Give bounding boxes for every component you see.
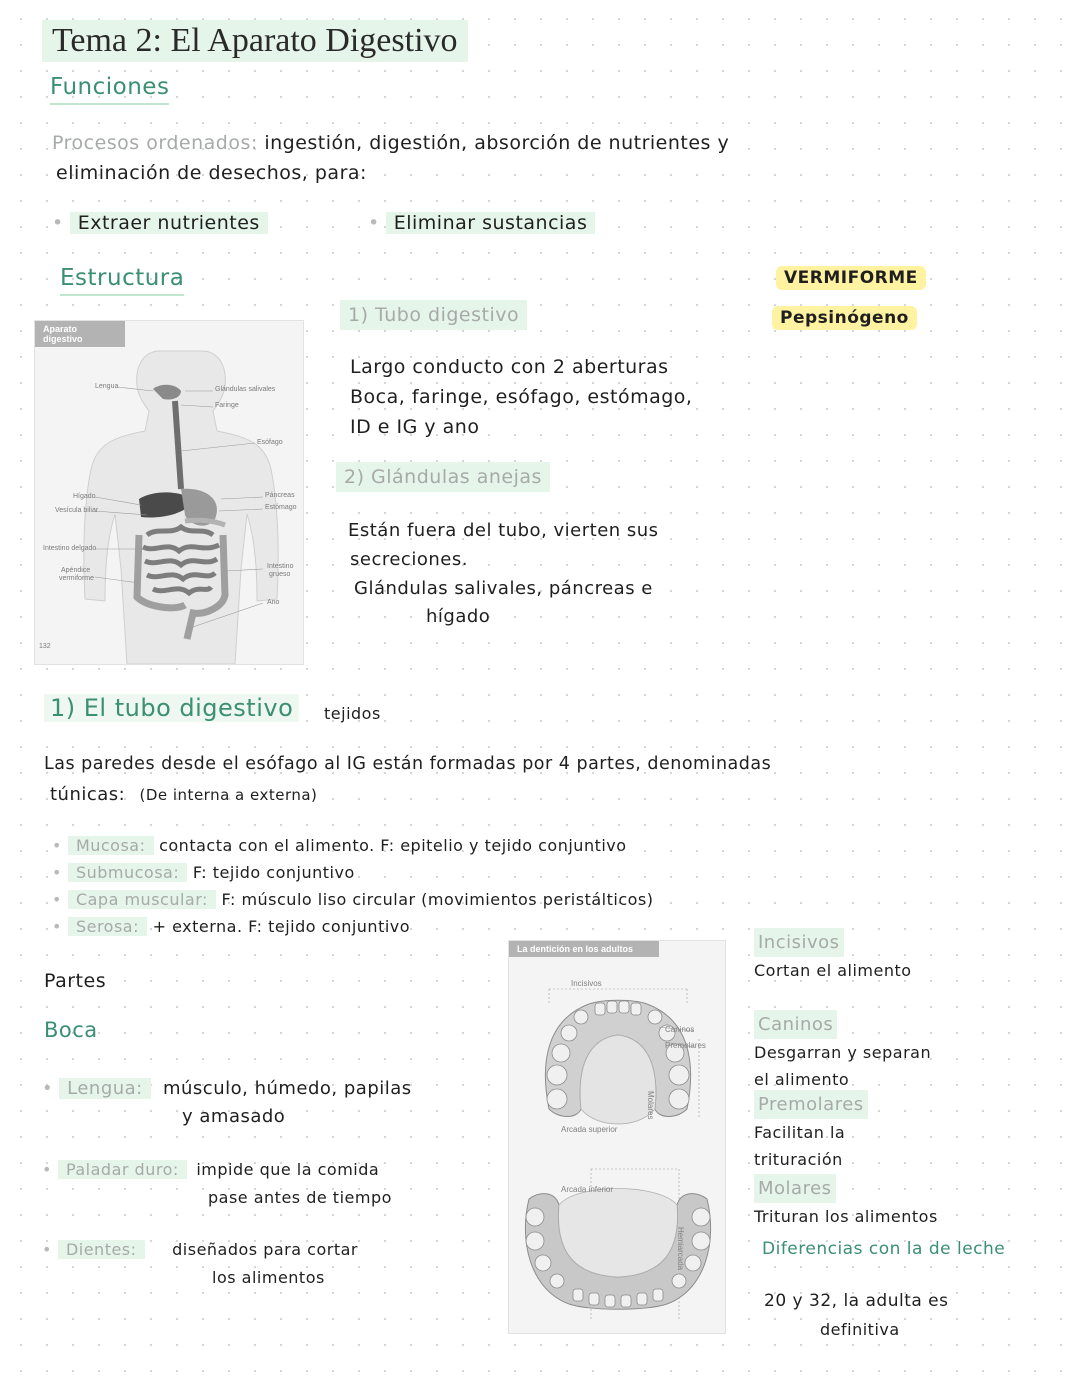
- funciones-intro: [52, 128, 1052, 158]
- digestive-system-figure: [34, 320, 304, 665]
- label-apendice-2: vermiforme: [59, 575, 95, 582]
- glandulas-anejas-heading: 2) Glándulas anejas: [336, 462, 550, 492]
- layer-desc: F: músculo liso circular (movimientos peristálticos): [221, 890, 654, 909]
- label-arcada-inferior: Arcada inferior: [561, 1185, 614, 1194]
- funciones-heading: Funciones: [50, 74, 169, 105]
- layer-desc: F: tejido conjuntivo: [192, 863, 355, 882]
- teeth-type-name: Incisivos: [754, 928, 844, 957]
- figure-header: La dentición en los adultos: [509, 941, 659, 957]
- tubo-line-3: ID e IG y ano: [350, 416, 480, 438]
- teeth-type-molares: [754, 1174, 1064, 1244]
- label-caninos: Caninos: [665, 1025, 695, 1034]
- label-ano: Ano: [267, 599, 280, 606]
- dientes-line-2: los alimentos: [212, 1268, 325, 1287]
- teeth-type-caninos: [754, 1010, 1064, 1090]
- diferencias-heading: Diferencias con la de leche: [762, 1239, 1006, 1259]
- pepsinogeno-highlight: Pepsinógeno: [772, 306, 917, 330]
- dientes-entry: • Dientes: diseñados para cortar: [42, 1240, 358, 1259]
- page-number: 132: [39, 643, 51, 650]
- paladar-name: Paladar duro:: [58, 1160, 187, 1179]
- teeth-type-name: Molares: [754, 1174, 836, 1203]
- layer-name: Submucosa:: [68, 863, 187, 882]
- label-molares: Molares: [646, 1091, 655, 1120]
- funciones-intro-line2: eliminación de desechos, para:: [56, 162, 367, 184]
- label-faringe: Faringe: [215, 402, 239, 409]
- label-estomago: Estómago: [265, 504, 297, 511]
- diferencias-line-1: 20 y 32, la adulta es: [764, 1291, 949, 1311]
- teeth-types-list: [754, 928, 1064, 1244]
- partes-heading: Partes: [44, 970, 107, 992]
- layer-desc: + externa. F: tejido conjuntivo: [152, 917, 411, 936]
- label-apendice-1: Apéndice: [61, 567, 91, 574]
- glandulas-line-2: secreciones.: [350, 549, 468, 570]
- layer-serosa: • Serosa: + externa. F: tejido conjuntivo: [52, 917, 411, 936]
- glandulas-line-4: hígado: [426, 606, 491, 627]
- label-pancreas: Páncreas: [265, 492, 295, 499]
- funciones-bullet-1: • Extraer nutrientes: [52, 208, 268, 238]
- layer-capa-muscular: • Capa muscular: F: músculo liso circular (movimientos peristálticos): [52, 890, 654, 909]
- vermiforme-highlight: VERMIFORME: [776, 266, 926, 290]
- label-lengua: Lengua: [95, 383, 119, 390]
- teeth-type-desc-1: Facilitan la: [754, 1123, 846, 1142]
- tubo-paragraph-line-1: Las paredes desde el esófago al IG están formadas por 4 partes, denominadas: [44, 754, 772, 774]
- layer-name: Mucosa:: [68, 836, 154, 855]
- diferencias-line-2: definitiva: [820, 1320, 900, 1339]
- dentition-illustration: [509, 959, 727, 1335]
- layer-name: Serosa:: [68, 917, 147, 936]
- layer-mucosa: • Mucosa: contacta con el alimento. F: epitelio y tejido conjuntivo: [52, 836, 627, 855]
- teeth-type-name: Premolares: [754, 1090, 868, 1119]
- lengua-entry: • Lengua: músculo, húmedo, papilas: [42, 1078, 412, 1099]
- tunicas-order: (De interna a externa): [139, 786, 318, 804]
- page-title: Tema 2: El Aparato Digestivo: [42, 20, 468, 62]
- paladar-line-1: impide que la comida: [196, 1160, 380, 1179]
- label-hemiarcada: Hemiarcada: [676, 1227, 685, 1271]
- funciones-intro-grey: Procesos ordenados:: [52, 132, 258, 154]
- paladar-line-2: pase antes de tiempo: [208, 1188, 392, 1207]
- tunicas-label: túnicas:: [50, 784, 126, 805]
- label-vesicula: Vesícula biliar: [55, 507, 99, 514]
- label-esofago: Esófago: [257, 439, 283, 446]
- dientes-name: Dientes:: [58, 1240, 145, 1259]
- teeth-type-desc-2: el alimento: [754, 1070, 850, 1089]
- label-glandulas-salivales: Glándulas salivales: [215, 386, 276, 393]
- label-intestino-grueso-1: Intestino: [267, 563, 294, 570]
- boca-heading: Boca: [44, 1018, 98, 1042]
- tubo-line-2: Boca, faringe, esófago, estómago,: [350, 386, 693, 408]
- dentition-figure: [508, 940, 726, 1334]
- layer-name: Capa muscular:: [68, 890, 216, 909]
- tubo-line-1: Largo conducto con 2 aberturas: [350, 356, 669, 378]
- label-higado: Hígado: [73, 493, 96, 500]
- lengua-line-1: músculo, húmedo, papilas: [162, 1078, 412, 1099]
- glandulas-line-1: Están fuera del tubo, vierten sus: [348, 520, 659, 541]
- layer-submucosa: • Submucosa: F: tejido conjuntivo: [52, 863, 355, 882]
- teeth-type-desc-1: Cortan el alimento: [754, 961, 912, 980]
- layer-desc: contacta con el alimento. F: epitelio y tejido conjuntivo: [159, 836, 627, 855]
- teeth-type-incisivos: [754, 928, 1064, 1010]
- label-premolares: Premolares: [665, 1041, 706, 1050]
- teeth-type-premolares: [754, 1090, 1064, 1174]
- glandulas-line-3: Glándulas salivales, páncreas e: [354, 578, 653, 599]
- label-incisivos: Incisivos: [571, 979, 602, 988]
- funciones-intro-rest: ingestión, digestión, absorción de nutrientes y: [264, 132, 730, 154]
- tubo-side-note: tejidos: [324, 704, 381, 723]
- teeth-type-desc-2: trituración: [754, 1150, 843, 1169]
- paladar-entry: • Paladar duro: impide que la comida: [42, 1160, 380, 1179]
- label-intestino-delgado: Intestino delgado: [43, 545, 97, 552]
- figure-header: Aparato digestivo: [35, 321, 125, 347]
- dientes-line-1: diseñados para cortar: [172, 1240, 358, 1259]
- teeth-type-desc-1: Trituran los alimentos: [754, 1207, 938, 1226]
- bullet-1-text: Extraer nutrientes: [70, 212, 268, 234]
- tubo-section-heading: 1) El tubo digestivo: [44, 694, 299, 722]
- layers-list: [52, 832, 852, 940]
- tubo-paragraph-line-2: [50, 780, 317, 810]
- tubo-digestivo-heading: 1) Tubo digestivo: [340, 300, 527, 330]
- estructura-heading: Estructura: [60, 265, 184, 296]
- bullet-2-text: Eliminar sustancias: [386, 212, 596, 234]
- label-arcada-superior: Arcada superior: [561, 1125, 618, 1134]
- lengua-name: Lengua:: [59, 1078, 151, 1099]
- lengua-line-2: y amasado: [182, 1106, 286, 1127]
- funciones-bullet-2: • Eliminar sustancias: [368, 208, 595, 238]
- teeth-type-name: Caninos: [754, 1010, 837, 1039]
- teeth-type-desc-1: Desgarran y separan: [754, 1043, 932, 1062]
- label-intestino-grueso-2: grueso: [269, 571, 291, 578]
